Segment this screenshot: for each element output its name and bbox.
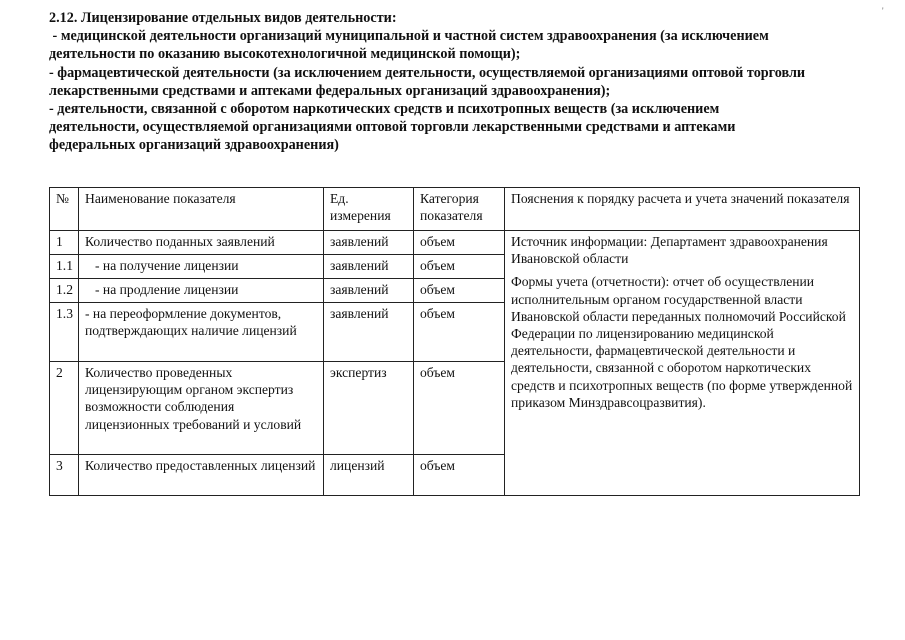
row-name: Количество предоставленных лицензий [79, 455, 324, 496]
row-category: объем [414, 303, 505, 362]
row-unit: экспертиз [324, 362, 414, 455]
header-name: Наименование показателя [79, 188, 324, 231]
row-num: 1.3 [50, 303, 79, 362]
row-unit: заявлений [324, 231, 414, 255]
heading-line: - медицинской деятельности организаций муниципальной и частной систем здравоохранения (за исключением [49, 28, 769, 45]
notes-forms: Формы учета (отчетности): отчет об осуществлении исполнительным органом государственной власти Ивановской области переданных полномочий Российской Федерации по лицензированию медицинской деятельности, фармацевтической деятельности и деятельности, связанной с оборотом наркотических средств и психотропных веществ (по форме утвержденной приказом Минздравсоцразвития). [511, 274, 853, 410]
row-name-text: - на продление лицензии [95, 282, 239, 297]
notes-cell [505, 231, 860, 496]
row-num: 3 [50, 455, 79, 496]
row-unit: заявлений [324, 255, 414, 279]
row-category: объем [414, 255, 505, 279]
section-title: 2.12. Лицензирование отдельных видов деятельности: [49, 10, 397, 26]
row-unit: заявлений [324, 303, 414, 362]
row-unit: заявлений [324, 279, 414, 303]
row-num: 2 [50, 362, 79, 455]
section-heading [49, 9, 869, 155]
heading-line: федеральных организаций здравоохранения) [49, 137, 339, 154]
heading-line: лекарственными средствами и аптеками федеральных организаций здравоохранения); [49, 82, 611, 99]
row-name [79, 255, 324, 279]
row-unit: лицензий [324, 455, 414, 496]
row-num: 1 [50, 231, 79, 255]
heading-line: - деятельности, связанной с оборотом наркотических средств и психотропных веществ (за исключением [49, 101, 720, 118]
header-unit: Ед. измерения [324, 188, 414, 231]
row-name: Количество проведенных лицензирующим органом экспертиз возможности соблюдения лицензионных требований и условий [79, 362, 324, 455]
header-category: Категория показателя [414, 188, 505, 231]
row-name: Количество поданных заявлений [79, 231, 324, 255]
notes-source: Источник информации: Департамент здравоохранения Ивановской области [511, 234, 828, 267]
table-header-row [50, 188, 860, 231]
row-category: объем [414, 362, 505, 455]
table-row [50, 231, 860, 255]
row-category: объем [414, 279, 505, 303]
indicators-table [49, 187, 860, 496]
row-category: объем [414, 455, 505, 496]
header-num: № [50, 188, 79, 231]
row-name: - на переоформление документов, подтверждающих наличие лицензий [79, 303, 324, 362]
header-notes: Пояснения к порядку расчета и учета значений показателя [505, 188, 860, 231]
page-corner-mark: ' [882, 6, 884, 16]
heading-line: - фармацевтической деятельности (за исключением деятельности, осуществляемой организациями оптовой торговли [49, 64, 806, 81]
row-name [79, 279, 324, 303]
row-category: объем [414, 231, 505, 255]
row-num: 1.2 [50, 279, 79, 303]
row-name-text: - на получение лицензии [95, 258, 239, 273]
heading-line: деятельности, осуществляемой организациями оптовой торговли лекарственными средствами и аптеками [49, 119, 736, 136]
row-num: 1.1 [50, 255, 79, 279]
heading-line: деятельности по оказанию высокотехнологичной медицинской помощи); [49, 46, 521, 63]
